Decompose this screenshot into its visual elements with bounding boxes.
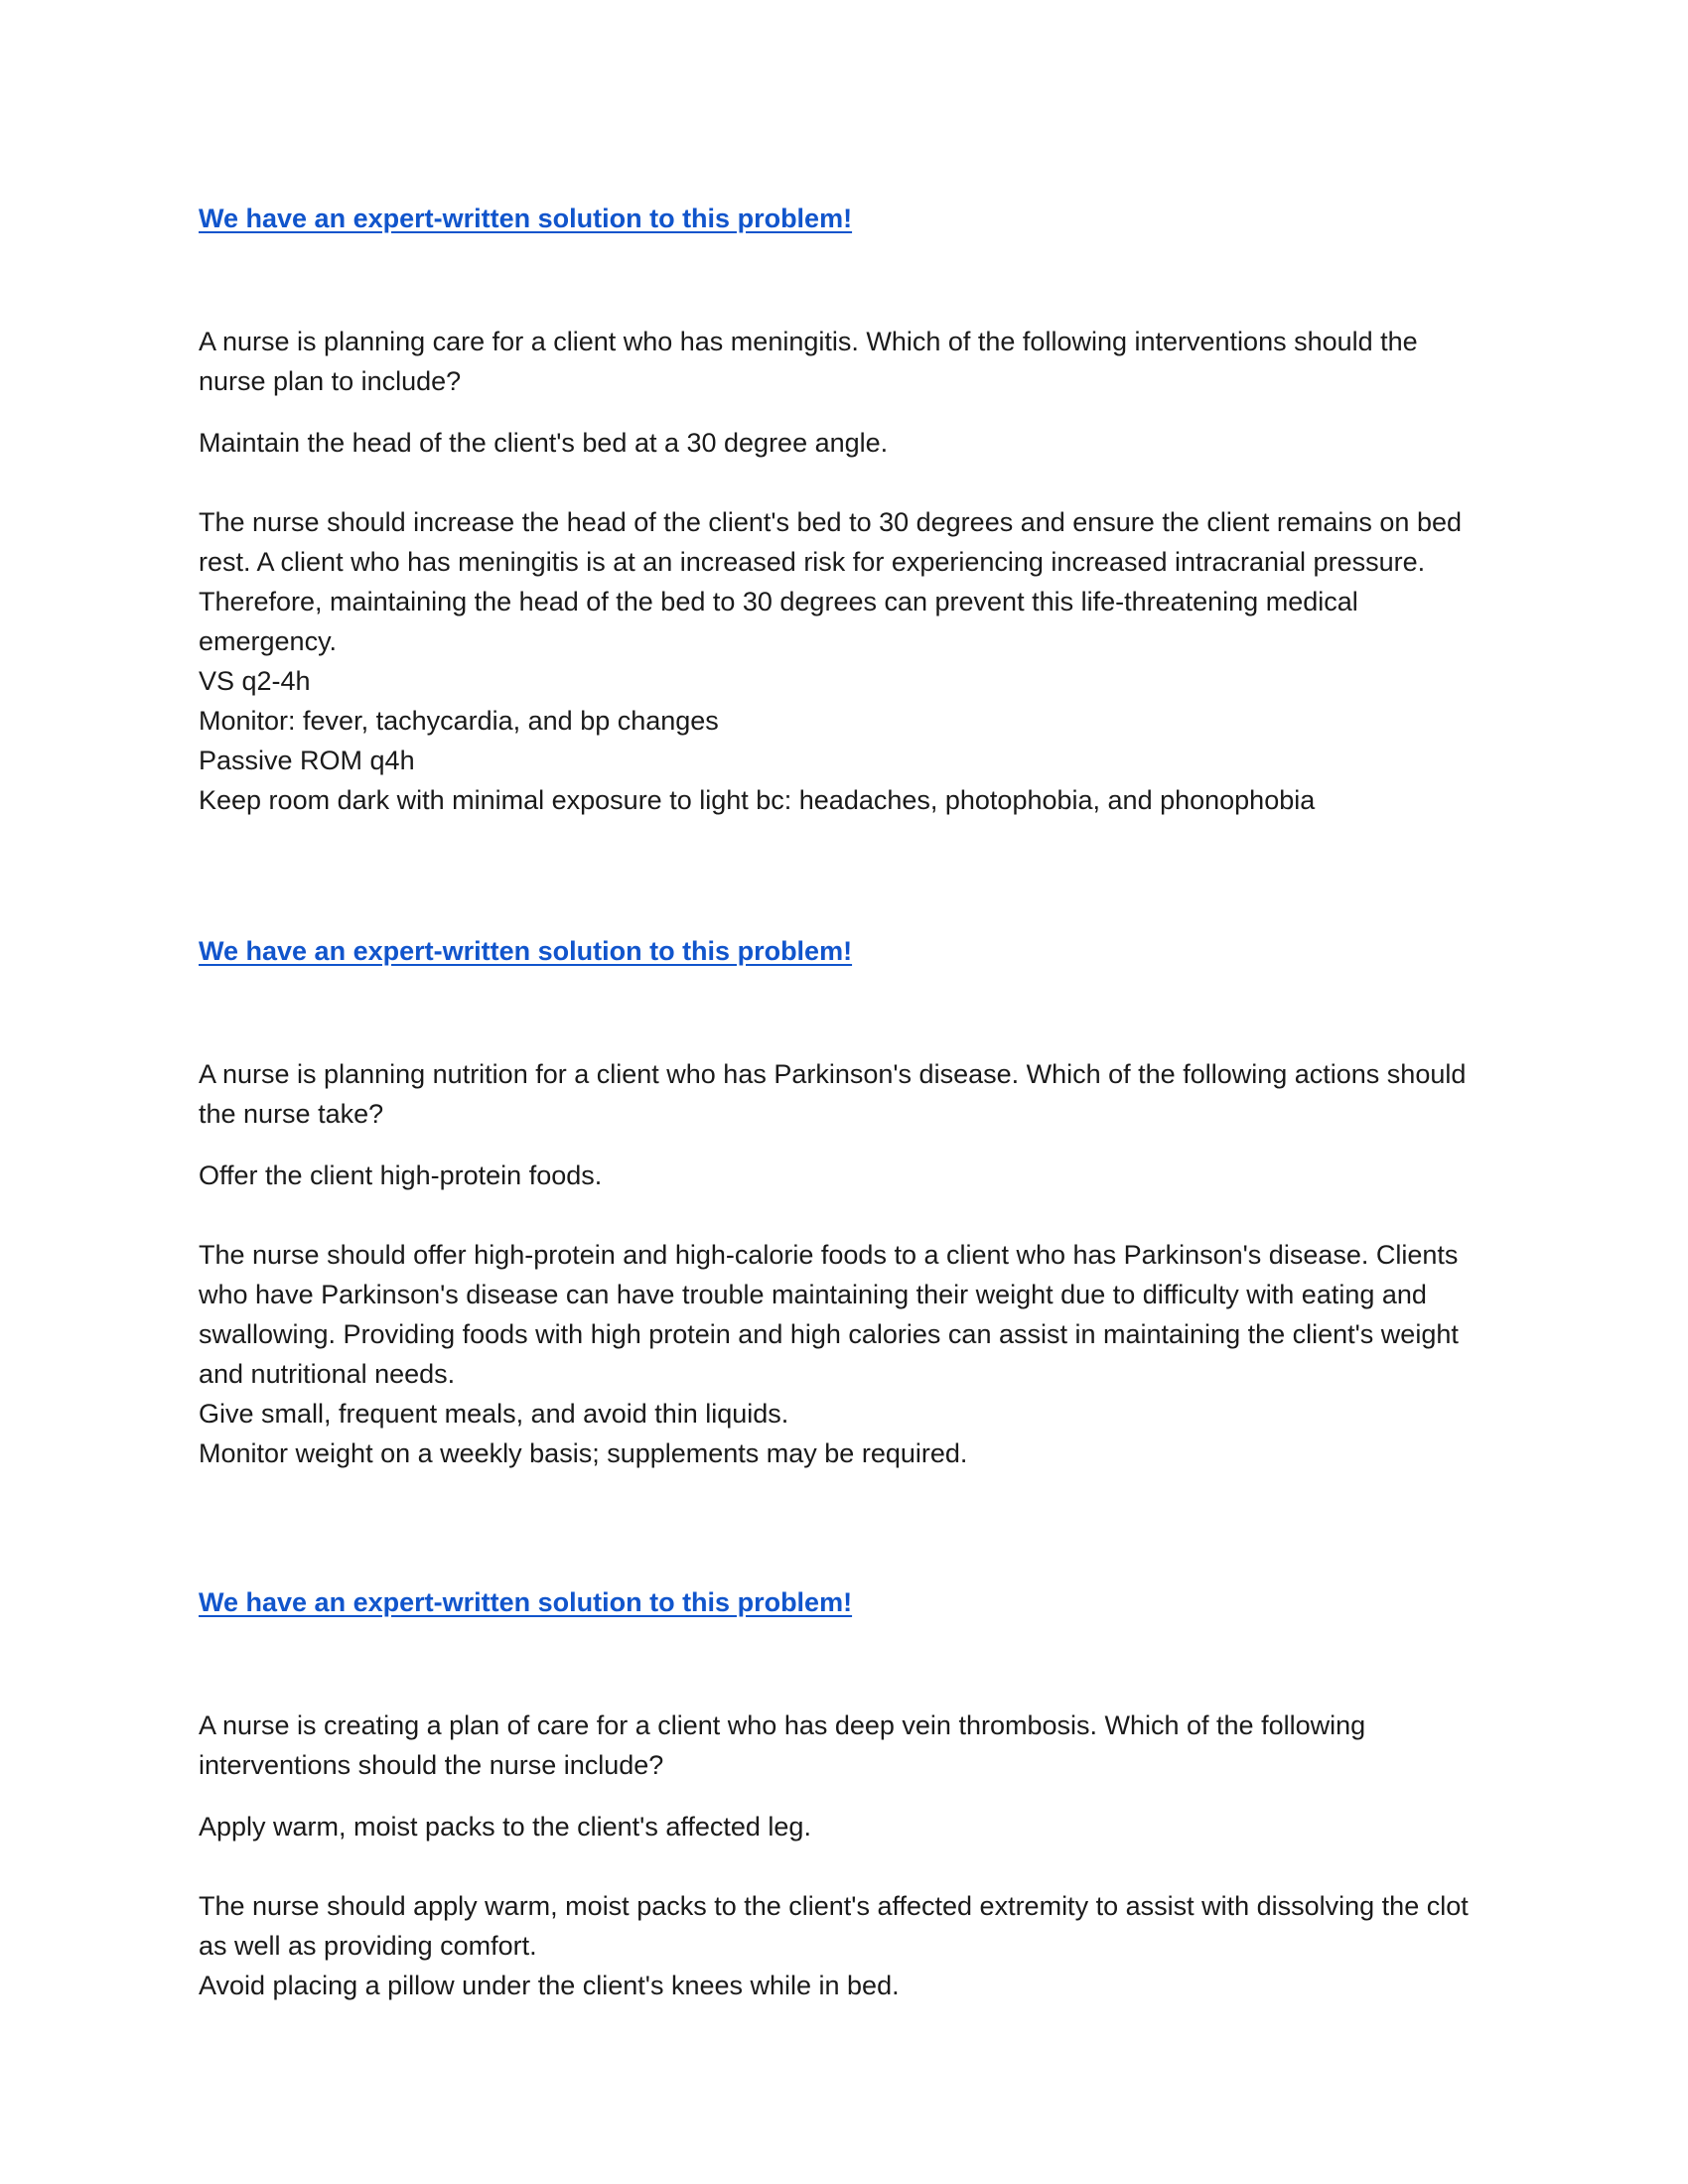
explanation (199, 1235, 1489, 1473)
answer-text: Offer the client high-protein foods. (199, 1160, 603, 1190)
explanation-line: The nurse should offer high-protein and high-calorie foods to a client who has Parkinson's disease. Clients who have Parkinson's disease can have trouble maintaining their weight due to difficulty with eating and swallowing. Providing foods with high protein and high calories can assist in maintaining the client's weight and nutritional needs. (199, 1240, 1459, 1389)
qa-section-1 (199, 199, 1489, 820)
explanation-line: VS q2-4h (199, 666, 311, 696)
explanation-line: Keep room dark with minimal exposure to light bc: headaches, photophobia, and phonophobia (199, 785, 1316, 815)
document-page (199, 199, 1489, 2005)
qa-section-3 (199, 1582, 1489, 2005)
question-text: A nurse is planning care for a client who has meningitis. Which of the following interventions should the nurse plan to include? (199, 327, 1418, 396)
answer-text: Maintain the head of the client's bed at a 30 degree angle. (199, 428, 889, 458)
explanation-line: The nurse should apply warm, moist packs to the client's affected extremity to assist with dissolving the clot as well as providing comfort. (199, 1891, 1469, 1961)
solution-link[interactable]: We have an expert-written solution to this problem! (199, 936, 853, 966)
explanation-line: The nurse should increase the head of the client's bed to 30 degrees and ensure the client remains on bed rest. A client who has meningitis is at an increased risk for experiencing increased intracranial pressure. Therefore, maintaining the head of the bed to 30 degrees can prevent this life-threatening medical emergency. (199, 507, 1462, 656)
explanation-line: Monitor: fever, tachycardia, and bp changes (199, 706, 719, 736)
solution-link[interactable]: We have an expert-written solution to this problem! (199, 204, 853, 233)
explanation-line: Passive ROM q4h (199, 746, 415, 775)
question-text: A nurse is creating a plan of care for a client who has deep vein thrombosis. Which of the following interventions should the nurse include? (199, 1710, 1366, 1780)
explanation (199, 1886, 1489, 2005)
answer-text: Apply warm, moist packs to the client's affected leg. (199, 1812, 811, 1842)
explanation-line: Give small, frequent meals, and avoid thin liquids. (199, 1399, 789, 1429)
qa-section-2 (199, 931, 1489, 1473)
explanation-line: Avoid placing a pillow under the client's knees while in bed. (199, 1971, 900, 2000)
explanation-line: Monitor weight on a weekly basis; supplements may be required. (199, 1438, 968, 1468)
question-text: A nurse is planning nutrition for a client who has Parkinson's disease. Which of the following actions should the nurse take? (199, 1059, 1467, 1129)
solution-link[interactable]: We have an expert-written solution to this problem! (199, 1587, 853, 1617)
explanation (199, 502, 1489, 820)
